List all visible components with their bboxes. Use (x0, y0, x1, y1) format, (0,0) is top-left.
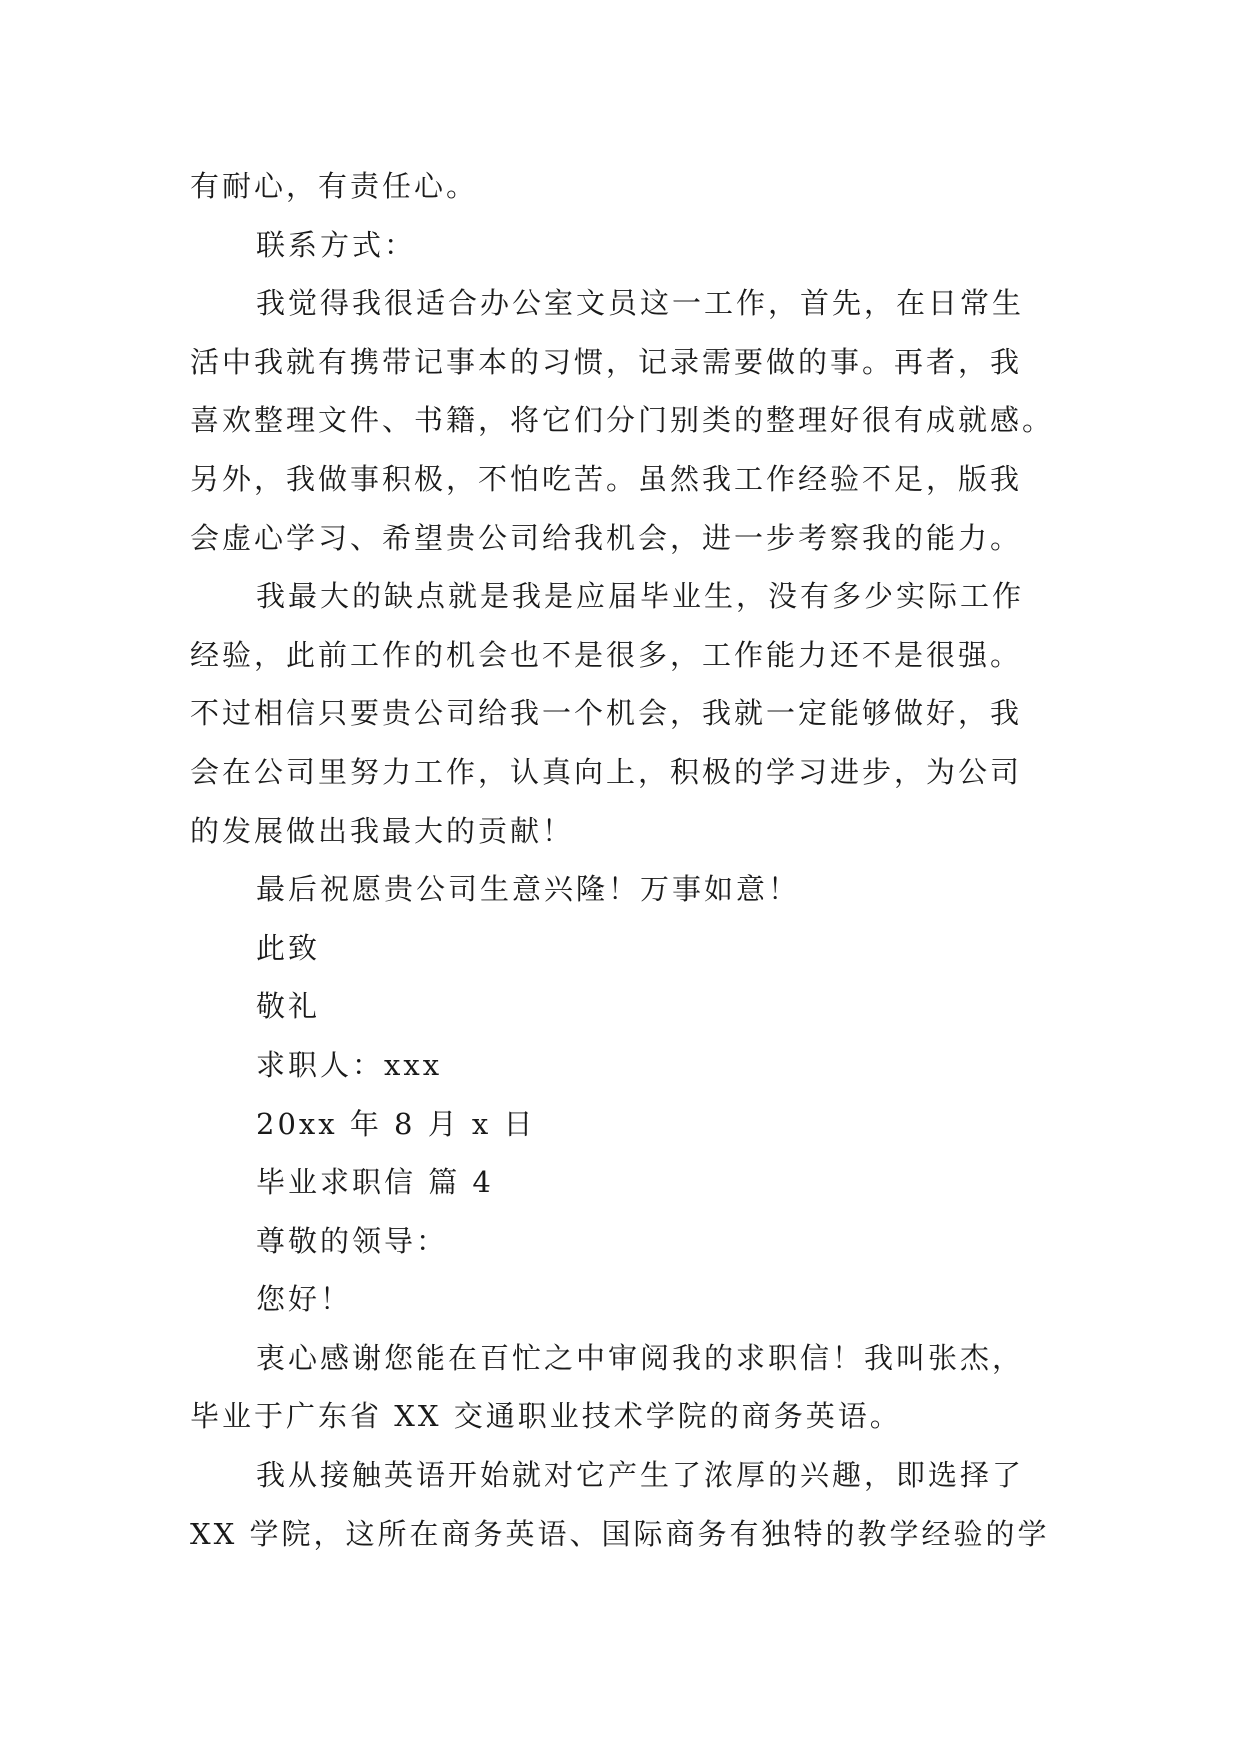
text-line: XX 学院，这所在商务英语、国际商务有独特的教学经验的学 (190, 1516, 1050, 1551)
text-line: 此致 (256, 930, 321, 965)
text-line: 毕业于广东省 XX 交通职业技术学院的商务英语。 (190, 1399, 902, 1434)
text-line: 我觉得我很适合办公室文员这一工作，首先，在日常生 (256, 286, 1025, 321)
text-line: 不过相信只要贵公司给我一个机会，我就一定能够做好，我 (190, 696, 1023, 731)
text-line: 我最大的缺点就是我是应届毕业生，没有多少实际工作 (256, 579, 1025, 614)
text-line: 有耐心，有责任心。 (190, 169, 479, 203)
text-line: 会在公司里努力工作，认真向上，积极的学习进步，为公司 (190, 754, 1023, 789)
document-body (190, 157, 1070, 1563)
text-line: 求职人：xxx (256, 1047, 443, 1082)
text-line: 会虚心学习、希望贵公司给我机会，进一步考察我的能力。 (190, 520, 1023, 555)
text-line: 联系方式： (256, 227, 417, 262)
text-line: 我从接触英语开始就对它产生了浓厚的兴趣，即选择了 (256, 1458, 1025, 1493)
section-heading: 毕业求职信 篇 4 (256, 1165, 494, 1200)
text-line: 活中我就有携带记事本的习惯，记录需要做的事。再者，我 (190, 344, 1023, 379)
text-line: 衷心感谢您能在百忙之中审阅我的求职信！我叫张杰， (256, 1340, 1025, 1375)
text-line: 经验，此前工作的机会也不是很多，工作能力还不是很强。 (190, 637, 1023, 672)
text-line: 喜欢整理文件、书籍，将它们分门别类的整理好很有成就感。 (190, 403, 1055, 438)
text-line: 最后祝愿贵公司生意兴隆！万事如意！ (256, 872, 801, 907)
text-line: 另外，我做事积极，不怕吃苦。虽然我工作经验不足，版我 (190, 461, 1023, 496)
text-line: 尊敬的领导： (256, 1223, 449, 1258)
text-line: 20xx 年 8 月 x 日 (256, 1106, 536, 1141)
text-line: 敬礼 (256, 989, 321, 1024)
text-line: 您好！ (256, 1282, 353, 1317)
text-line: 的发展做出我最大的贡献！ (190, 813, 575, 848)
